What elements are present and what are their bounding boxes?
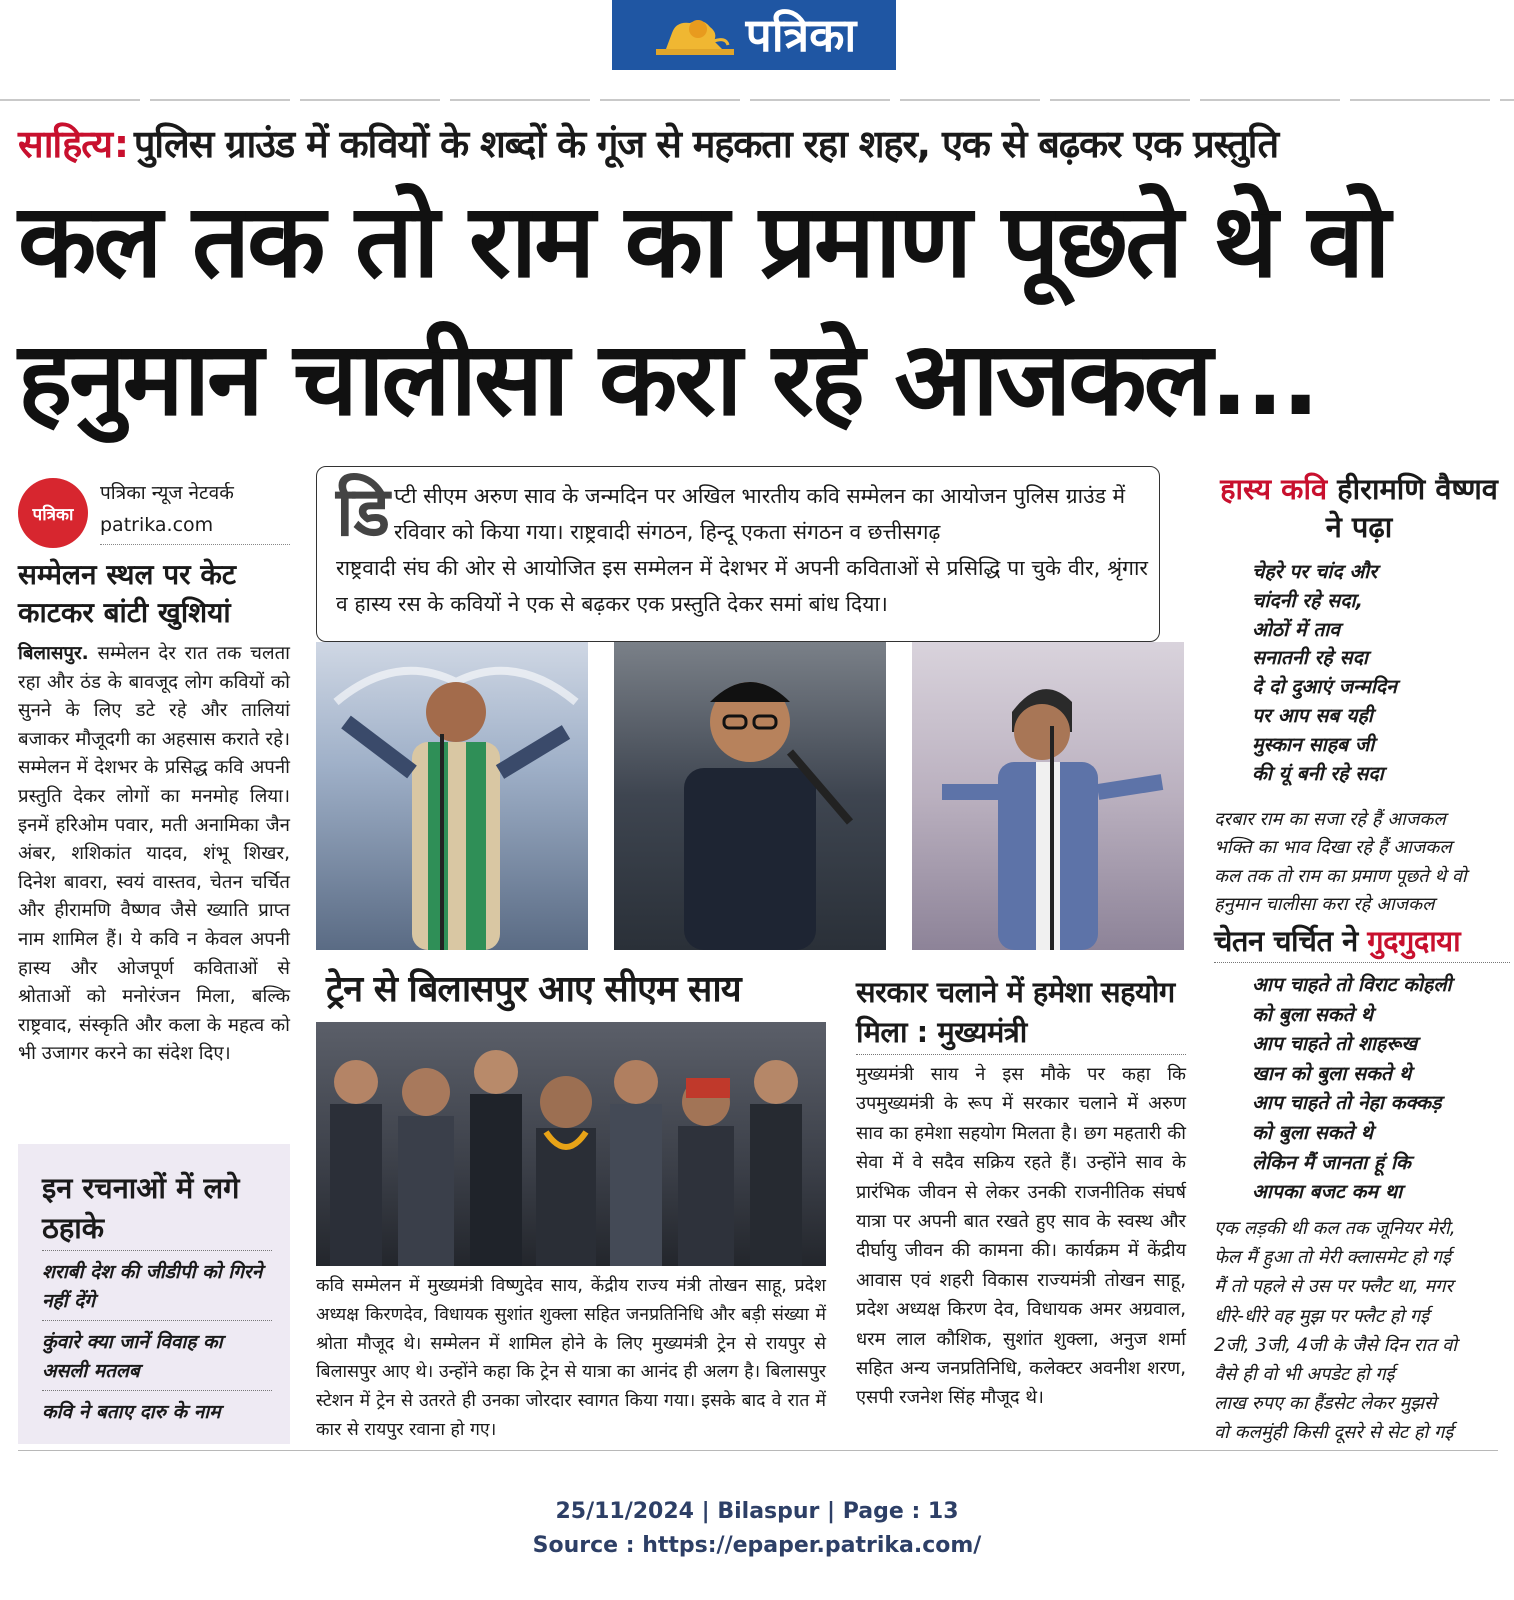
- byline-logo: पत्रिका: [18, 478, 88, 548]
- top-divider: [0, 99, 1514, 101]
- cm-story-body: मुख्यमंत्री साय ने इस मौके पर कहा कि उपमुख्यमंत्री के रूप में सरकार चलाने में अरुण साव का हमेशा सहयोग मिलता है। छग महतारी की सेवा में वे सदैव सक्रिय रहते हैं। उन्होंने साव के प्रारंभिक जीवन से लेकर उनकी राजनीतिक संघर्ष यात्रा पर अपनी बात रखते हुए साव के स्वस्थ और दीर्घायु जीवन की कामना की। कार्यक्रम में केंद्रीय आवास एवं शहरी विकास राज्यमंत्री तोखन साहू, प्रदेश अध्यक्ष किरण देव, विधायक अमर अग्रवाल, धरम लाल कौशिक, सुशांत शुक्ला, अनुज शर्मा सहित अन्य जनप्रतिनिधि, कलेक्टर अवनीश शरण, एसपी रजनेश सिंह मौजूद थे।: [856, 1064, 1186, 1409]
- poet-figure-illustration: [316, 642, 588, 950]
- intro-dropcap: डि: [336, 473, 390, 552]
- byline-divider: [100, 544, 290, 545]
- poet-figure-illustration: [614, 642, 886, 950]
- laughs-divider: [42, 1320, 272, 1321]
- left-story-heading: सम्मेलन स्थल पर केट काटकर बांटी खुशियां: [18, 558, 236, 629]
- kicker-text: पुलिस ग्राउंड में कवियों के शब्दों के गूंज से महकता रहा शहर, एक से बढ़कर एक प्रस्तुति: [133, 122, 1278, 166]
- chetan-divider: [1214, 962, 1510, 963]
- masthead-logo-text: पत्रिका: [745, 8, 857, 62]
- kicker: [18, 120, 1498, 168]
- photo-poet-green-scarf: [316, 642, 588, 950]
- footer-date-line: 25/11/2024 | Bilaspur | Page : 13: [555, 1499, 959, 1524]
- chetan-heading-text: चेतन चर्चित ने: [1214, 924, 1368, 958]
- laughs-divider: [42, 1390, 272, 1391]
- crowd-illustration: [316, 1022, 826, 1266]
- left-story-body: [18, 640, 290, 1069]
- byline-network: पत्रिका न्यूज नेटवर्क: [100, 482, 234, 504]
- hirmani-poem: चेहरे पर चांद और चांदनी रहे सदा, ओठों में ताव सनातनी रहे सदा दे दो दुआएं जन्मदिन पर आप सब यही मुस्कान साहब जी की यूं बनी रहे सदा: [1252, 560, 1397, 785]
- byline-site: patrika.com: [100, 514, 214, 536]
- headline-line-2: हनुमान चालीसा करा रहे आजकल...: [18, 320, 1317, 439]
- chetan-verse: एक लड़की थी कल तक जूनियर मेरी, फेल मैं हुआ तो मेरी क्लासमेट हो गई मैं तो पहले से उस पर फ्लैट था, मगर धीरे-धीरे वह मुझ पर फ्लैट हो गई 2जी, 3जी, 4जी के जैसे दिन रात वो वैसे ही वो भी अपडेट हो गई लाख रुपए का हैंडसेट लेकर मुझसे वो कलमुंही किसी दूसरे से सेट हो गई: [1214, 1218, 1457, 1444]
- laughs-item: कुंवारे क्या जानें विवाह का असली मतलब: [42, 1331, 223, 1382]
- bottom-divider: [18, 1450, 1498, 1451]
- chetan-heading: [1214, 922, 1514, 960]
- laughs-box-title: इन रचनाओं में लगे ठहाके: [42, 1171, 240, 1245]
- lion-emblem-icon: [652, 11, 738, 59]
- hirmani-heading-red: हास्य कवि: [1220, 472, 1328, 506]
- masthead: [612, 0, 896, 70]
- intro-text-continued: राष्ट्रवादी संघ की ओर से आयोजित इस सम्मेलन में देशभर में अपनी कविताओं से प्रसिद्धि पा चुके वीर, श्रृंगार व हास्य रस के कवियों ने एक से बढ़कर एक प्रस्तुति देकर समां बांध दिया।: [336, 556, 1148, 616]
- chetan-heading-red: गुदगुदाया: [1367, 924, 1461, 958]
- photo-cm-crowd: [316, 1022, 826, 1266]
- photo-poet-blue-blazer: [912, 642, 1184, 950]
- cm-story-heading: सरकार चलाने में हमेशा सहयोग मिला : मुख्यमंत्री: [856, 975, 1175, 1049]
- hirmani-heading-text: हीरामणि वैष्णव ने पढ़ा: [1325, 472, 1498, 544]
- hirmani-heading: [1214, 470, 1504, 546]
- footer-source-line: Source : https://epaper.patrika.com/: [532, 1533, 982, 1558]
- chetan-poem: आप चाहते तो विराट कोहली को बुला सकते थे आप चाहते तो शाहरूख खान को बुला सकते थे आप चाहते तो नेहा कक्कड़ को बुला सकते थे लेकिन मैं जानता हूं कि आपका बजट कम था: [1252, 973, 1452, 1204]
- laughs-item: कवि ने बताए दारु के नाम: [42, 1401, 221, 1423]
- left-story-city: बिलासपुर.: [18, 643, 89, 664]
- cm-train-heading: ट्रेन से बिलासपुर आए सीएम साय: [326, 969, 741, 1010]
- kicker-separator: :: [113, 122, 128, 166]
- laughs-divider: [42, 1250, 272, 1251]
- poet-figure-illustration: [912, 642, 1184, 950]
- cm-train-caption: कवि सम्मेलन में मुख्यमंत्री विष्णुदेव साय, केंद्रीय राज्य मंत्री तोखन साहू, प्रदेश अध्यक्ष किरणदेव, विधायक सुशांत शुक्ला सहित जनप्रतिनिधि और बड़ी संख्या में श्रोता मौजूद थे। सम्मेलन में शामिल होने के लिए मुख्यमंत्री ट्रेन से रायपुर से बिलासपुर आए थे। उन्होंने कहा कि ट्रेन से यात्रा का आनंद ही अलग है। बिलासपुर स्टेशन में ट्रेन से उतरते ही उनका जोरदार स्वागत किया गया। इसके बाद वे रात में कार से रायपुर रवाना हो गए।: [316, 1276, 826, 1440]
- headline-line-1: कल तक तो राम का प्रमाण पूछते थे वो: [18, 182, 1388, 301]
- kicker-label: साहित्य: [18, 122, 112, 166]
- photo-poet-glasses: [614, 642, 886, 950]
- cm-story-divider: [856, 1054, 1186, 1055]
- left-story-text: सम्मेलन देर रात तक चलता रहा और ठंड के बावजूद लोग कवियों को सुनने के लिए डटे रहे और तालियां बजाकर मौजूदगी का अहसास कराते रहे। सम्मेलन में देशभर के प्रसिद्ध कवि अपनी प्रस्तुति देकर लोगों का मनमोह लिया। इनमें हरिओम पवार, मती अनामिका जैन अंबर, शशिकांत यादव, शंभू शिखर, दिनेश बावरा, स्वयं वास्तव, चेतन चर्चित और हीरामणि वैष्णव जैसे ख्याति प्राप्त नाम शामिल हैं। ये कवि न केवल अपनी हास्य और ओजपूर्ण कविताओं से श्रोताओं को मनोरंजन मिला, बल्कि राष्ट्रवाद, संस्कृति और कला के महत्व को भी उजागर करने का संदेश दिए।: [18, 643, 290, 1065]
- hirmani-verse: दरबार राम का सजा रहे हैं आजकल भक्ति का भाव दिखा रहे हैं आजकल कल तक तो राम का प्रमाण पूछते थे वो हनुमान चालीसा करा रहे आजकल: [1214, 809, 1467, 916]
- intro-text: प्टी सीएम अरुण साव के जन्मदिन पर अखिल भारतीय कवि सम्मेलन का आयोजन पुलिस ग्राउंड में रविवार को किया गया। राष्ट्रवादी संगठन, हिन्दू एकता संगठन व छत्तीसगढ़: [394, 484, 1126, 544]
- laughs-item: शराबी देश की जीडीपी को गिरने नहीं देंगे: [42, 1261, 263, 1312]
